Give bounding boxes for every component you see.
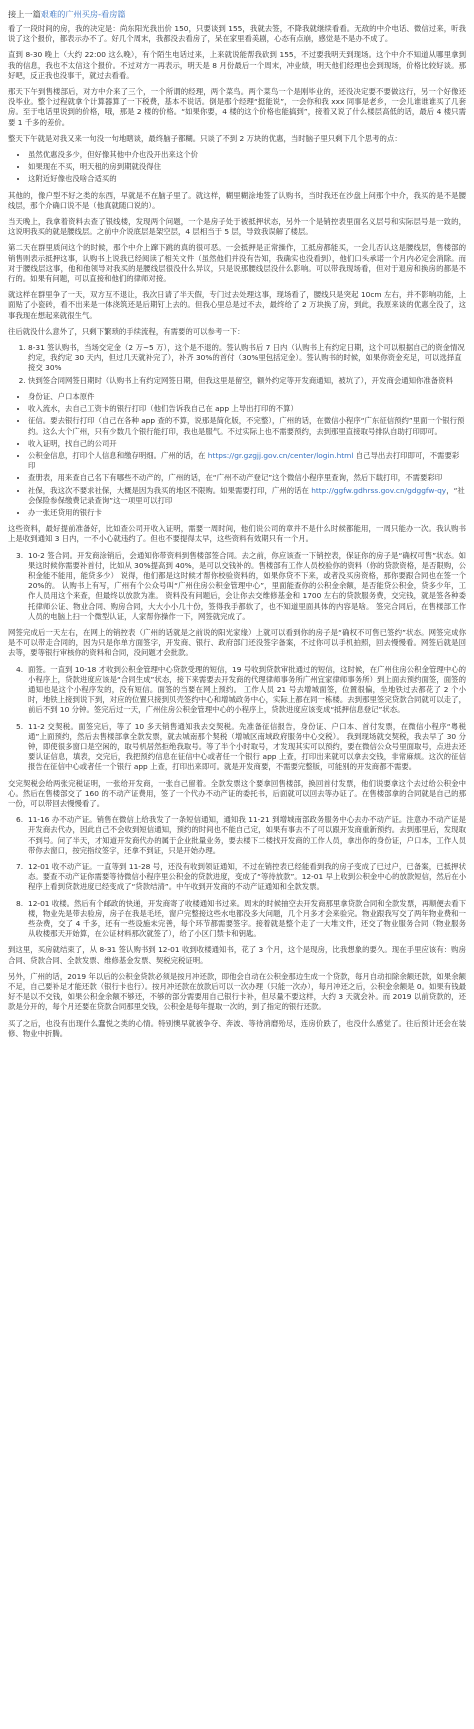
step-7: 7. 12-01 收不动产证。一直等到 11-28 号，还没有收到领证通知，不过在销控表已经能看到我的房子变成了已过户，已备案，已抵押状态。要查不动产证你需要等待微信小程序里公积金的贷款进度，变成了“等待放款”。12-01 早上收到公积金中心的放款短信，然后在小程序上看到贷款进度已经变成了“贷款结清”。中午收到开发商的不动产证通知和全款发票。 <box>16 862 466 892</box>
paragraph-after-step-3: 网签完成后一天左右，在网上的销控表（广州的话就是之前说的阳光家缘）上就可以看到你的房子是“确权不可售已签约”状态。网签完成你是不可以带走合同的，因为只是你单方面签字，开发商、银行、政府部门还没签字备案，不过你可以手机拍照，回去慢慢看。网签后就是回去等，要等银行审核你的资料和合同，没问题才会批款。 <box>8 627 466 658</box>
step-item: 2. 快到签合同网签日期时（认购书上有约定网签日期，但我这里是留空，额外约定等开发商通知，被坑了），开发商会通知你准备资料 <box>28 376 466 386</box>
document-text: 办一张还贷用的银行卡 <box>28 507 102 517</box>
paragraph: 往后就没什么意外了，只剩下繁琐的手续流程，有需要的可以参考一下： <box>8 326 245 336</box>
paragraph-closing: 买了之后，也没有出现什么蠢悦之类的心情。特别懊早就被争夺、奔波、等待消磨殆尽，连房价跌了，也没什么感觉了。往后预计还会在装修、物业中折腾。 <box>8 1018 466 1038</box>
document-item <box>28 404 466 414</box>
step-4: 4. 面签。一直到 10-18 才收到公积金管理中心贷款受理的短信，19 号收到贷款审批通过的短信，这时候，在广州住房公积金管理中心的小程序上，贷款进度应该是“合同生成”状态，接下来需要去开发商的代理律师事务所广州宜家律师事务所）到上面去预约面签，面签的通知也是这个小程序发的，没有短信。面签的当要在网上预约。 工作人员 21 号去增城面签，位置很偏，坐地铁过去都花了 2 个小时，地铁上接到说下到，对应的位置只接到贝壳签约中心和增城政务中心，实际上都在同一栋楼。去到那里签完贷款合同就可以走了，前后不到 10 分钟。签完后过一天，广州住房公积金管理中心的小程序上，贷款进度应该变成“抵押信息登记”状态。 <box>16 664 466 715</box>
document-text-after: 自己导出去打印即可，不需要彩印 <box>28 450 460 471</box>
document-text: 身份证、户口本原件 <box>28 391 95 401</box>
article-title <box>8 8 466 20</box>
external-link[interactable]: http://ggfw.gdhrss.gov.cn/gdggfw-qy <box>311 485 447 495</box>
document-text: 公积金信息，打印个人信息和缴存明细。广州的话，在 <box>28 450 208 460</box>
step-6: 6. 11-16 办不动产证。销售在微信上给我发了一条短信通知，通知我 11-21 到增城南部政务服务中心去办不动产证。注意办不动产证是开发商去代办，因此自己不会收到短信通知，预约的时间也不能自己定，如果有事去不了可以跟开发商重新预约。去到那里后，发现取不到号。问了半天，才知道开发商代办的属于企业批量业务，要去楼下二楼找开发商的工作人员，拿出你的身份证，户口本，工作人员带你去窗口，按完指纹签字，还拿不到证，只是开始办理。 <box>16 815 466 855</box>
document-item <box>28 392 466 402</box>
paragraph: 就这样在群里争了一天，双方互不退让，我次日请了半天假，专门过去处理这事，现场看了，腰线只是突起 10cm 左右，并不影响功能，上面贴了小瓷砖，看不出来是一体浇筑还是后期钉上去的。但我心里总是过不去，最终给了 2 万块换了房，到此，我原来谈的优惠全没了，这事我现在想起来就很生气。 <box>8 290 466 320</box>
document-text: 查册表，用来查自己名下有哪些不动产的，广州的话，在“广州不动产登记”这个微信小程序里查询，然后下载打印，不需要彩印 <box>28 473 443 483</box>
previous-article-link[interactable]: 艰难的广州买房-看房篇 <box>40 9 126 19</box>
paragraph: 整天下午就是对我又来一句没一句地瞎谈，最终脑子都糊。只谈了不到 2 万块的优惠，当时脑子里只剩下几个思考的点： <box>8 133 402 143</box>
document-item <box>28 486 466 506</box>
thought-item: • 如果现在不买，明天租的房到期就没得住 <box>28 162 466 172</box>
document-text: 收入证明，找自己的公司开 <box>28 438 117 448</box>
step-3: 3. 10-2 签合同。开发商涂销后，会通知你带资料到售楼部签合同。去之前，你应该查一下销控表，保证你的房子是“确权可售”状态。如果这时候你需要补首付，比如从 30%提高到 40%，是可以交钱补的。售楼部有工作人员校验你的资料（你的贷款资格，是否限购，公积金能不能用，能贷多少） 说得，他们都是这时候才帮你校验资料的，如果你贷不下来，或者没买房资格，那你要跟合同也在签一个 20%的。 认购书上有写，广州有个公众号叫“广州住房公积金管理中心”，里面能查你的公积金余额，是否能贷公积金，贷多少年，工作人员用这个来查，但最终以放款为准。 资料没有问题后，会让你去交维修基金和 1700 左右的贷款服务费，交完钱，就是签各种委托律师公证、物业合同、购房合同，大大小小几十份，签得我手都软了，也不知道里面具体的内容是啥。 签完合同后，在售楼部工作人员的电脑上扫一个微型认证，人家帮你操作一下，网签就完成了。 <box>16 550 466 621</box>
document-item <box>28 508 466 518</box>
document-text: 收入流水，去自己工资卡的银行打印（他们告诉我自己在 app 上导出打印的不算） <box>28 404 298 414</box>
paragraph: 那天下午到售楼部后，对方中介来了三个，一个所谓的经理，两个菜鸟。两个菜鸟一个是刚毕业的，还没决定要不要做这行，另一个好像还没毕业。整个过程就拿个计算器算了一下税费，基本不说话。倒是那个经理“挺能说”，一会你和我 xxx 同事是老乡，一会儿谁谁谁买了几套房。至于电话里说到的价格，哦，那是 2 楼的价格。“如果你要，4 楼的这个价格也能搞到”，接着又说了什么楼层高低的话，最后 4 楼只需要 1 千多的差价。 <box>8 87 466 127</box>
document-item <box>28 439 466 449</box>
document-item <box>28 473 466 483</box>
paragraph-docs-note: 这些资料，最好提前准备好，比如查公司开收入证明，需要一周时间，他们说公司的章并不是什么时候都能用，一周只能办一次。我认购书上是收到通知 3 日内，一不小心就违约了。但也不要提得太早，这些资料有效期只有一个月。 <box>8 524 466 544</box>
thought-item: • 虽然优惠没多少，但好像其他中介也没开出来这个价 <box>28 150 466 160</box>
document-text: 征信。要去银行打印（自己在各种 app 查的不算，说那是简化版，不完整），广州的话，在微信小程序“广东征信预约”里面一个银行预约。这么大个广州，只有少数几个银行能打印，我也是服气。不过实际上也不需要预约，去到那里直接取号排队自助打印即可。 <box>28 416 465 436</box>
paragraph: 其他的，像户型不好之类的东西，早就是不在脑子里了。就这样，糊里糊涂地签了认购书，当时我还在沙盘上问那个中介，我买的是不是腰线层，那个介确口说不是（他真就随口说的）。 <box>8 190 466 210</box>
document-item <box>28 416 466 436</box>
title-prefix: 接上一篇 <box>8 9 41 19</box>
thought-item: • 这附近好像也没啥合适买的 <box>28 174 466 184</box>
paragraph: 直到 8-30 晚上（大约 22:00 这么晚），有个陌生电话过来，上来就说能帮我砍到 155，不过要我明天到现场。这个中介不知道从哪里拿到我的信息，我也不太信这个报价。不过对方一再表示，明天是 8 月份最后一个周末，冲业绩，明天他们经理也会到现场，价格比较好谈。那好吧，反正我也没事干，就过去看看。 <box>8 50 466 80</box>
paragraph-after-step-5: 交完契税会给两张完税证明，一张给开发商，一张自己留着。全款发票这个要拿回售楼部，换回首付发票，他们说要拿这个去过给公积金中心。然后在售楼部交了 160 的不动产证费用，签了一个代办不动产证的委托书，后面就可以回去等办证了。在售楼部拿的合同就是自己的那一份，可以带回去慢慢看了。 <box>8 778 466 808</box>
paragraph-summary: 到这里，买房就结束了，从 8-31 签认购书到 12-01 收到收楼通知书，花了 3 个月，这个是现房，比我想象的要久。现在手里应该有：购房合同、贷款合同、全款发票、维修基金发票、契税完税证明。 <box>8 945 466 965</box>
step-item: 1. 8-31 签认购书，当场交定金（2 万~5 万），这个是不退的。签认购书后 7 日内（认购书上有约定日期，这个可以根据自己的资金情况约定，我约定 30 天内，但过几天就补完了），补齐 30%的首付（30%里包括定金）。签认购书的时候，如果你资金充足，可以选择直接交 30% <box>28 343 466 374</box>
paragraph: 第二天在群里质问这个的时候，那个中介上蹿下跳的真的很可恶。一会抵押是正常操作，工抵房都能买，一会儿否认这是腰线层，售楼部的销售则表示抵押这事，认购书上说我已经阅读了相关文件（虽然他们并没有告知，我确实也没看到），他们口头承诺一个月内必定会消除。而对于腰线层这事，他和他领导对我买的是腰线层很没什么异议，只是说那腰线层没什么影响。可以带我现场看，但对于退房和换房的都是不行的。如果有问题，可以直接和他们的律师对接。 <box>8 243 466 284</box>
document-text: 社保，我这次不要求社保，大概是因为我买的地区不限购。如果需要打印，广州的话在 <box>28 485 312 495</box>
paragraph: 看了一段时间的房，我的决定是：尚东阳光我出价 150，只要谈到 155，我就去签，不降我就继续看看。无敌的中介电话、微信过来，听我说了这个报价，都表示办不了。好几个周末，我都没去看房了，呆在家里看美剧，心态有点崩，感觉是不是办不成了。 <box>8 24 466 44</box>
step-5: 5. 11-2 交契税。面签完后，等了 10 多天销售通知我去交契税。先准备征信报告，身份证、户口本、首付发票，在微信小程序“粤税通”上面预约，然后去售楼部拿全款发票，就去城南那个契税（增城区南域政府服务中心交税）。 我到现场就交契税，我去早了 30 分钟，即使很多窗口是空闲的，取号机居然拒绝我取号。等了半个小时取号，才发现其实可以预约，要在微信公众号里面取号，点进去还要认证信息，填表，交完后，我把预约信息在征信中心或者任一个银行 app 上查，打印出来就可以拿去交钱，非常麻烦。这次的征信报告在征信中心或者任一个银行 app 上查，打印出来即可。就是开发商要，不需要完整版，可能别的开发商都不需要。 <box>16 721 466 772</box>
document-item <box>28 451 466 471</box>
paragraph: 当天晚上，我拿着资料去查了银线楼，发现两个问题，一个是房子处于被抵押状态，另外一个是销控表里面名义层号和实际层号是一致的，这说明我买的就是腰线层。之前中介说底层是架空层，4 层相当于 5 层，导致我误解了楼层。 <box>8 217 466 237</box>
external-link[interactable]: https://gr.gzgjj.gov.cn/center/login.html <box>207 450 354 460</box>
document-text-after: ，“社会保险参保缴费记录查询”这一项里可以打印 <box>28 485 465 505</box>
step-8: 8. 12-01 收楼。然后有个邮政的快递，开发商寄了收楼通知书过来。周末的时候抽空去开发商那里拿贷款合同和全款发票，再顺便去看下楼，物业先是带去验房，房子在我是毛坯，窗户完整接这些水电都没多大问题，几个月多才会来验完。物业跟我写交了两年物业费和一些杂费，交了 4 千多，还有一些设施未完善，每个环节都需要签字。接着就是整个走了一大堆文件，还交了物业服务合同（物业服务从收楼那天开始算，在公证材料那次就签了），给了小区门禁卡和钥匙。 <box>16 898 466 939</box>
paragraph-provident-fund: 另外，广州的话，2019 年以后的公积金贷款必须是按月冲还款，即他会自动在公积金那边生成一个贷款，每月自动扣除余额还款，如果余额不足，自己要补足才能还款（银行卡也行）。按月冲还款在放款后可以一次办理（只能一次办），每月冲还之后，公积金余额是 0。如果有钱最好不是以不交钱，如果公积金余额不够还，不够的部分需要用自己银行卡补，但尽量不要这样，大约 3 天就会补。而 2019 以前贷款的，还款是分开的，每个月还要在贷款合同那里交钱，公积金是每年提取一次的，到了指定的银行还款。 <box>8 971 466 1012</box>
